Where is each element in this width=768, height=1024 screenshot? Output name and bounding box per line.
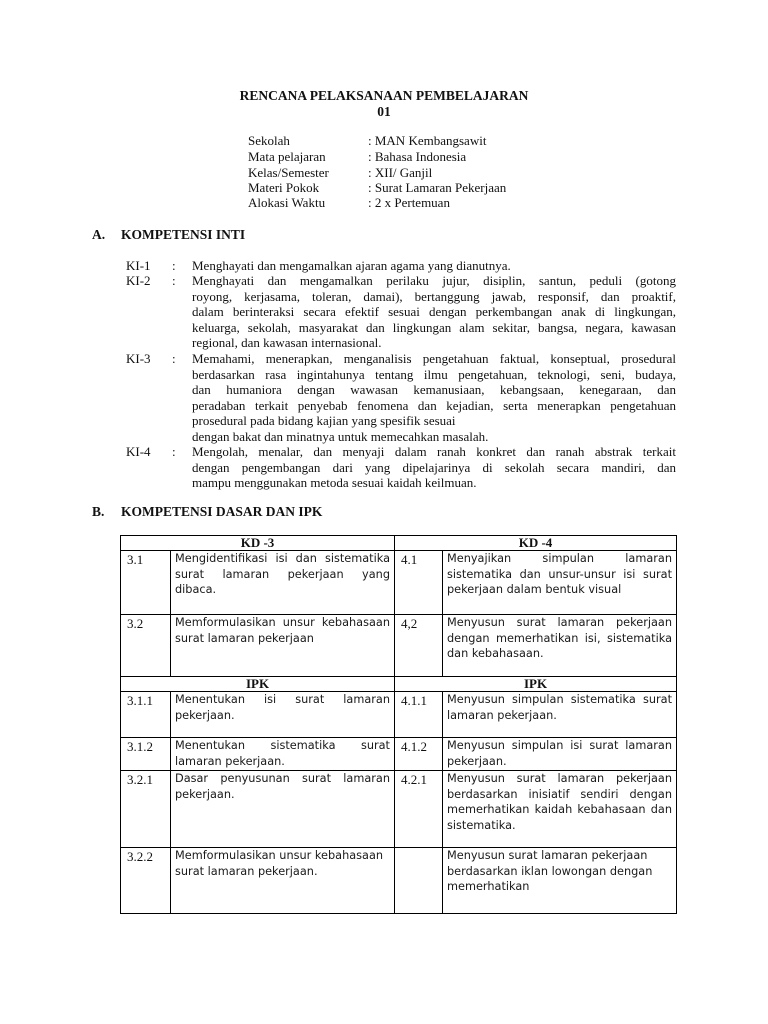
identity-label: Materi Pokok [248,180,320,195]
ki-line: berdasarkan rasa ingintahunya tentang ilmu pengetahuan, teknologi, seni, budaya, [192,366,676,382]
ki-text [192,444,676,491]
ki-text [192,273,676,351]
ipk4-description: Menyusun simpulan sistematika surat lamaran pekerjaan. [443,692,677,738]
ipk3-number: 3.2.2 [121,848,171,914]
document-title: RENCANA PELAKSANAAN PEMBELAJARAN [239,88,529,103]
ipk3-header: IPK [121,677,395,692]
section-letter: B. [92,504,105,519]
ki-colon: : [172,444,176,459]
ipk4-number: 4.1.1 [395,692,443,738]
ipk3-description: Memformulasikan unsur kebahasaan surat lamaran pekerjaan. [171,848,395,914]
ki-colon: : [172,258,176,273]
section-title: KOMPETENSI DASAR DAN IPK [121,504,323,519]
ipk3-number: 3.1.2 [121,738,171,771]
ki-line: dan humaniora dengan wawasan kemanusiaan, kebangsaan, kenegaraan, dan [192,382,676,398]
ipk-header-row [121,677,677,692]
ki-colon: : [172,351,176,366]
ipk4-number [395,848,443,914]
ki-code: KI-4 [126,444,151,459]
kd3-header: KD -3 [121,536,395,551]
ki-code: KI-3 [126,351,151,366]
ki-colon: : [172,273,176,288]
ki-line: prosedural pada bidang kajian yang spesifik sesuai [192,413,456,429]
ki-line: Menghayati dan mengamalkan perilaku jujur, disiplin, santun, peduli (gotong [192,273,676,288]
ipk4-description: Menyusun surat lamaran pekerjaan berdasarkan iklan lowongan dengan memerhatikan [443,848,677,914]
ipk3-description: Menentukan sistematika surat lamaran pekerjaan. [171,738,395,771]
kd4-number: 4.1 [395,551,443,615]
ipk4-header: IPK [395,677,677,692]
ki-line: mampu menggunakan metoda sesuai kaidah keilmuan. [192,475,477,491]
ki-line: dalam berinteraksi secara efektif sesuai dengan perkembangan anak di lingkungan, [192,304,676,320]
table-row [121,551,677,615]
ipk3-number: 3.1.1 [121,692,171,738]
table-row [121,848,677,914]
identity-value: : 2 x Pertemuan [368,195,450,210]
ki-code: KI-2 [126,273,151,288]
ipk4-description: Menyusun surat lamaran pekerjaan berdasarkan inisiatif sendiri dengan memerhatikan kaidah kebahasaan dan sistematika. [443,771,677,848]
section-title: KOMPETENSI INTI [121,227,246,242]
ki-text [192,351,676,445]
document-number: 01 [377,104,391,119]
ipk4-number: 4.1.2 [395,738,443,771]
ki-line: royong, kerjasama, toleran, damai), bertanggung jawab, responsif, dan proaktif, [192,288,676,304]
table-row [121,771,677,848]
kd4-description: Menyusun surat lamaran pekerjaan dengan memerhatikan isi, sistematika dan kebahasaan. [443,615,677,677]
kd-ipk-table [120,535,677,914]
ki-line: Mengolah, menalar, dan menyaji dalam ranah konkret dan ranah abstrak terkait [192,444,676,459]
identity-value: : Surat Lamaran Pekerjaan [368,180,507,195]
kd4-description: Menyajikan simpulan lamaran sistematika dan unsur-unsur isi surat pekerjaan dalam bentuk visual [443,551,677,615]
ki-line: Memahami, menerapkan, menganalisis pengetahuan faktual, konseptual, prosedural [192,351,676,366]
kd3-number: 3.1 [121,551,171,615]
ipk3-description: Menentukan isi surat lamaran pekerjaan. [171,692,395,738]
ki-text [192,258,676,274]
identity-value: : XII/ Ganjil [368,165,433,180]
section-letter: A. [92,227,106,242]
ki-line: Menghayati dan mengamalkan ajaran agama yang dianutnya. [192,258,511,273]
kd3-number: 3.2 [121,615,171,677]
kd4-header: KD -4 [395,536,677,551]
ipk4-number: 4.2.1 [395,771,443,848]
ki-line: dengan pengembangan dari yang dipelajarinya di sekolah secara mandiri, dan [192,459,676,475]
kd3-description: Memformulasikan unsur kebahasaan surat lamaran pekerjaan [171,615,395,677]
table-row [121,692,677,738]
ipk4-description: Menyusun simpulan isi surat lamaran pekerjaan. [443,738,677,771]
ki-line: regional, dan kawasan internasional. [192,335,382,351]
kd4-number: 4,2 [395,615,443,677]
ipk3-description: Dasar penyusunan surat lamaran pekerjaan. [171,771,395,848]
identity-value: : Bahasa Indonesia [368,149,467,164]
identity-value: : MAN Kembangsawit [368,133,487,148]
kd3-description: Mengidentifikasi isi dan sistematika surat lamaran pekerjaan yang dibaca. [171,551,395,615]
ipk3-number: 3.2.1 [121,771,171,848]
identity-label: Alokasi Waktu [248,195,326,210]
ki-line: dengan bakat dan minatnya untuk memecahkan masalah. [192,428,489,444]
kd-header-row [121,536,677,551]
identity-label: Sekolah [248,133,290,148]
table-row [121,615,677,677]
ki-line: peradaban terkait penyebab fenomena dan kejadian, serta menerapkan pengetahuan [192,397,676,413]
identity-label: Kelas/Semester [248,165,329,180]
identity-label: Mata pelajaran [248,149,326,164]
ki-line: keluarga, sekolah, masyarakat dan lingkungan alam sekitar, bangsa, negara, kawasan [192,319,676,335]
table-row [121,738,677,771]
ki-code: KI-1 [126,258,151,273]
